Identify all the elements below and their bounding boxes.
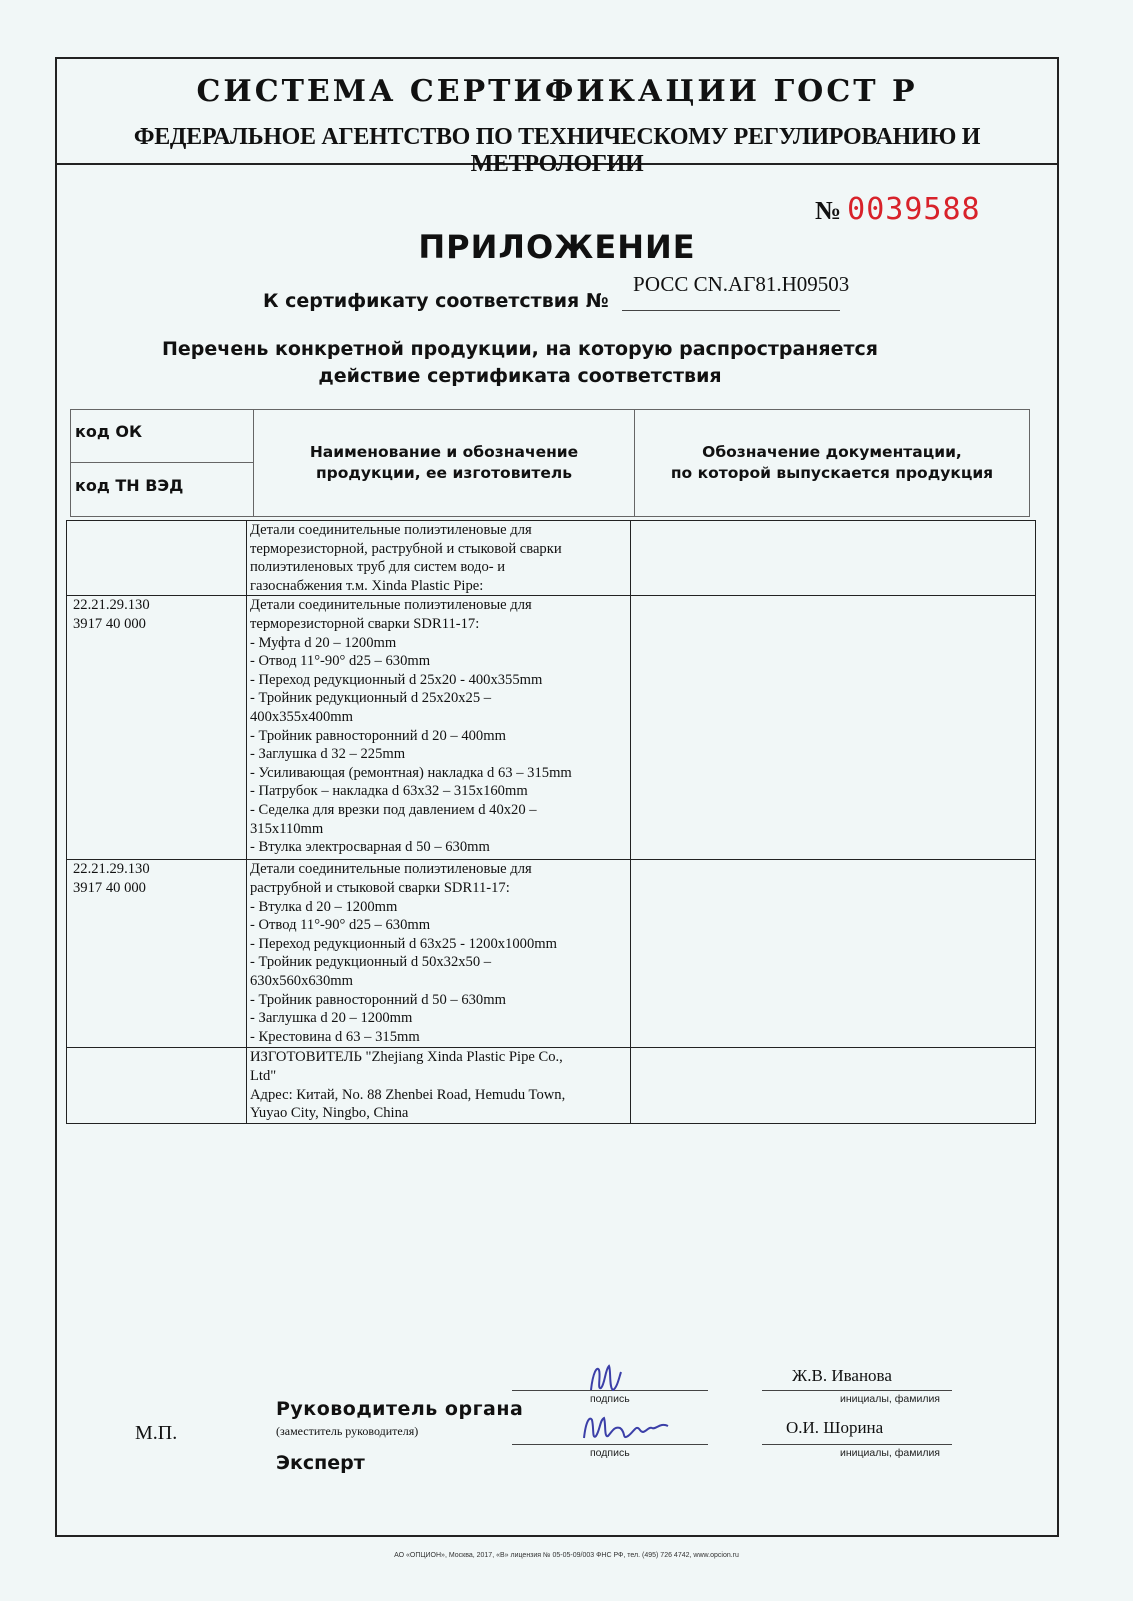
form-number <box>815 192 981 227</box>
list-title-line1: Перечень конкретной продукции, на которую распространяется <box>162 338 878 360</box>
printer-footer: АО «ОПЦИОН», Москва, 2017, «В» лицензия № 05-05-09/003 ФНС РФ, тел. (495) 726 4742, www.opcion.ru <box>394 1552 739 1559</box>
header-tn-ved-code: код ТН ВЭД <box>75 476 184 495</box>
table-row <box>67 860 1036 1048</box>
product-line: - Тройник редукционный d 50x32x50 – <box>250 954 492 971</box>
expert-signature-caption: подпись <box>590 1447 630 1459</box>
number-sign: № <box>815 196 842 225</box>
ok-code: 22.21.29.130 <box>73 861 150 878</box>
table-row <box>67 1048 1036 1123</box>
expert-initials-caption: инициалы, фамилия <box>840 1447 940 1459</box>
header-product-line2: продукции, ее изготовитель <box>315 464 573 482</box>
row-codes-cell <box>67 521 247 596</box>
head-name-line <box>762 1390 952 1391</box>
head-signature-caption: подпись <box>590 1393 630 1405</box>
product-line: 630x560x630mm <box>250 972 353 989</box>
list-title <box>120 336 920 390</box>
row-documentation-cell <box>631 860 1036 1048</box>
header-ok-code: код ОК <box>75 422 143 441</box>
head-signature-image <box>583 1360 643 1400</box>
system-title: СИСТЕМА СЕРТИФИКАЦИИ ГОСТ Р <box>196 74 918 109</box>
product-line: - Заглушка d 20 – 1200mm <box>250 1010 413 1027</box>
product-line: - Усиливающая (ремонтная) накладка d 63 – 315mm <box>250 764 572 781</box>
expert-label: Эксперт <box>276 1452 365 1474</box>
header-codes-cell <box>71 410 254 516</box>
certificate-number-line <box>622 310 840 311</box>
header-doc-line1: Обозначение документации, <box>702 443 962 461</box>
product-line: Ltd" <box>250 1067 277 1084</box>
row-documentation-cell <box>631 521 1036 596</box>
agency-title: ФЕДЕРАЛЬНОЕ АГЕНТСТВО ПО ТЕХНИЧЕСКОМУ РЕГУЛИРОВАНИЮ И МЕТРОЛОГИИ <box>133 124 981 177</box>
form-number-value: 0039588 <box>847 192 981 227</box>
head-initials-caption: инициалы, фамилия <box>840 1393 940 1405</box>
product-line: - Втулка электросварная d 50 – 630mm <box>250 839 490 856</box>
product-line: газоснабжения т.м. Xinda Plastic Pipe: <box>250 577 484 594</box>
product-line: полиэтиленовых труб для систем водо- и <box>250 559 506 576</box>
expert-signature-image <box>578 1408 678 1448</box>
product-line: - Втулка d 20 – 1200mm <box>250 898 398 915</box>
product-line: - Отвод 11°-90° d25 – 630mm <box>250 653 431 670</box>
table-row <box>67 596 1036 860</box>
row-product-cell <box>247 521 631 596</box>
certificate-label: К сертификату соответствия № <box>263 290 609 312</box>
row-product-cell <box>247 860 631 1048</box>
header-product-line1: Наименование и обозначение <box>309 443 579 461</box>
annex-title: ПРИЛОЖЕНИЕ <box>418 228 696 266</box>
row-product-cell <box>247 596 631 860</box>
product-line: Адрес: Китай, No. 88 Zhenbei Road, Hemudu Town, <box>250 1086 566 1103</box>
table-row <box>67 521 1036 596</box>
row-codes-cell <box>67 1048 247 1123</box>
product-line: 400x355x400mm <box>250 708 353 725</box>
row-documentation-cell <box>631 1048 1036 1123</box>
header-documentation <box>635 410 1029 516</box>
product-line: ИЗГОТОВИТЕЛЬ "Zhejiang Xinda Plastic Pipe Co., <box>250 1049 563 1066</box>
product-line: Детали соединительные полиэтиленовые для <box>250 522 532 538</box>
deputy-label: (заместитель руководителя) <box>276 1424 419 1438</box>
certificate-number: РОСС CN.АГ81.Н09503 <box>633 272 850 296</box>
product-line: - Тройник редукционный d 25x20x25 – <box>250 690 492 707</box>
ok-code: 22.21.29.130 <box>73 597 150 614</box>
product-line: Yuyao City, Ningbo, China <box>250 1105 409 1122</box>
row-codes-cell <box>67 860 247 1048</box>
header-product-name <box>254 410 635 516</box>
product-line: Детали соединительные полиэтиленовые для <box>250 597 532 614</box>
header-codes-divider <box>71 462 253 463</box>
row-documentation-cell <box>631 596 1036 860</box>
product-line: - Тройник равносторонний d 50 – 630mm <box>250 991 506 1008</box>
product-line: терморезисторной сварки SDR11-17: <box>250 615 480 632</box>
row-product-cell <box>247 1048 631 1123</box>
tn-ved-code: 3917 40 000 <box>73 615 146 632</box>
product-table <box>66 520 1036 1124</box>
product-line: 315x110mm <box>250 820 324 837</box>
stamp-place: М.П. <box>135 1422 178 1444</box>
row-codes-cell <box>67 596 247 860</box>
expert-name: О.И. Шорина <box>786 1418 884 1437</box>
product-line: - Муфта d 20 – 1200mm <box>250 634 397 651</box>
header-doc-line2: по которой выпускается продукция <box>670 464 994 482</box>
product-line: раструбной и стыковой сварки SDR11-17: <box>250 879 510 896</box>
list-title-line2: действие сертификата соответствия <box>318 365 722 387</box>
product-line: Детали соединительные полиэтиленовые для <box>250 861 532 878</box>
tn-ved-code: 3917 40 000 <box>73 879 146 896</box>
product-line: - Переход редукционный d 63x25 - 1200x1000mm <box>250 935 557 952</box>
head-name: Ж.В. Иванова <box>792 1366 892 1385</box>
product-line: - Заглушка d 32 – 225mm <box>250 746 406 763</box>
expert-name-line <box>762 1444 952 1445</box>
product-line: - Тройник равносторонний d 20 – 400mm <box>250 727 506 744</box>
product-line: - Переход редукционный d 25x20 - 400x355mm <box>250 671 543 688</box>
product-line: - Отвод 11°-90° d25 – 630mm <box>250 917 431 934</box>
table-header <box>70 409 1030 517</box>
product-line: - Крестовина d 63 – 315mm <box>250 1028 420 1045</box>
product-line: - Седелка для врезки под давлением d 40x20 – <box>250 801 537 818</box>
product-line: - Патрубок – накладка d 63x32 – 315x160mm <box>250 783 528 800</box>
product-line: терморезисторной, раструбной и стыковой сварки <box>250 540 562 557</box>
head-label: Руководитель органа <box>276 1398 524 1420</box>
